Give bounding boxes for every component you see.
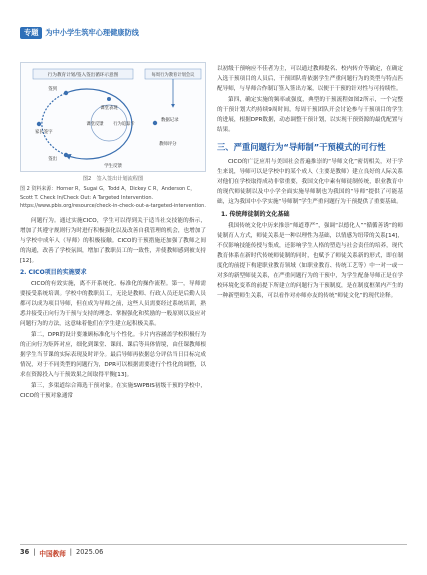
issue-number: 2025.06 xyxy=(76,548,104,556)
left-paragraph-2: CICO的有效实施，离不开系统化、标准化的操作流程。第一，导师需要接受系统培训。学校中的教职员工，无论是教师、行政人员还是后勤人员都可以成为项目导师，但在成为导师之前，这些人员需要经过系统培训，熟悉并接受正向行为干预与支持的理念、掌握强化和奖励的一般原则以及应对问题行为的方法，这意味着他们在学生建立起积极关系。 xyxy=(20,280,206,327)
figure-source-note: 图 2 资料来源：Horner R，Sugai G，Todd A，Dickey C R，Anderson C，Scott T. Check In/Check Out: A Targeted Intervention. https://www.pbis.org/resource/check-in-check-out-a-targeted-intervention. xyxy=(20,186,206,209)
label-center-left: 课堂反馈 xyxy=(86,122,104,127)
right-paragraph-2: 第四，确定实施的频率或强度，典型的干预流程如图2所示，一个完整的干预计划大约持续9周时间，每周干预团队开会讨论参与干预项目的学生的进展，根据DPR数据，动态调整干预计划，以实现干预资源的最优配置与结果。 xyxy=(217,97,403,133)
node-checkout xyxy=(64,153,68,157)
left-paragraph-4: 第三，多渠道综合筛选干预对象。在实施SWPBIS初级干预的学校中，CICO的干预对象通常 xyxy=(20,382,206,399)
label-left: 家长签字 xyxy=(35,130,53,135)
journal-name: 中国教师 xyxy=(39,550,66,558)
page-number: 36 xyxy=(20,548,30,556)
right-paragraph-4: 我国传统文化中历来推崇“师道尊严”，强调“以德化人”“循循善诱”的师徒制育人方式，师徒关系是一种以理性为基础，以情感为纽带的关系[14]，不仅影响技能传授与集成，还影响学生人格的塑造与社会责任的培养，现代教育体系在新时代传统师徒制的同时，也赋予了师徒关系新的形式，即在制度化的前提下构建职业教育领域（如职业教育、传统工艺等）中一对一或一对多的新型师徒关系，在严重问题行为的干预中，为学生配备导师正是在学校环境化变革的前提下所建立的问题行为干预制度，是在制度框架内产生的一种新型师生关系，可以看作对亦师亦友的传统“师徒文化”的现代诠释。 xyxy=(217,223,403,299)
label-bottom-left: 签出 xyxy=(48,157,57,162)
label-top-right: 每周行为教育计划会议 xyxy=(151,73,195,79)
node-class xyxy=(107,97,111,101)
footer-sep-2: | xyxy=(69,548,73,556)
right-paragraph-3: CICO的广泛应用与美国社会普遍推崇的“导师文化”密切相关，对于学生来说，导师可以是学校中的某个成人（主要是教师）建立良好的人际关系对他们在学校取得成功非常重要，我国文化中素有师徒制传统，职业教育中的现代师徒制以及中小学全面实施导师制也为我国的“导师”提供了可能基础，这为我国中小学实施“导师制”学生严重问题行为干预提供了重要基础。 xyxy=(217,159,403,205)
label-center-top: 课堂表现 xyxy=(100,106,118,111)
right-column xyxy=(217,64,403,302)
left-subheading: 2. CICO项目的实施要求 xyxy=(20,268,87,276)
label-right: 数据记录 xyxy=(161,118,179,123)
subsection-heading: 1. 传统师徒制的文化基础 xyxy=(221,211,290,218)
footer-sep: | xyxy=(33,548,36,556)
node-parent xyxy=(37,122,41,126)
label-bottom: 学生反馈 xyxy=(104,164,122,169)
cycle-arc-back xyxy=(42,93,66,155)
page-header xyxy=(20,26,139,40)
label-top: 行为教育计划/签入签出循环示意图 xyxy=(47,73,119,79)
right-paragraph-1: 以初级干预响应不佳者为主，可以通过教师提名、校内转介等确定，在确定入选干预项目的人员后，干预团队将依据学生严重问题行为的类型与特点匹配导师，与导师合作制订签入签出方案，以便于干预的针对性与可持续性。 xyxy=(217,66,403,92)
footer-rule xyxy=(20,544,407,545)
label-right-bottom: 教师评分 xyxy=(159,142,177,147)
flowchart-diagram xyxy=(21,63,207,173)
page-footer xyxy=(20,548,103,558)
section-tag: 专题 xyxy=(20,27,42,39)
node-checkin xyxy=(64,91,68,95)
header-title: 为中小学生筑牢心理健康防线 xyxy=(45,28,139,37)
section-heading: 三、严重问题行为“导师制”干预模式的可行性 xyxy=(217,142,386,152)
label-center-right: 行为追踪卡 xyxy=(113,122,135,127)
node-data xyxy=(153,121,157,125)
figure-caption: 图2 签入签出计划流程图 xyxy=(82,176,144,182)
left-paragraph-1: 问题行为。通过实施CICO，学生可以得到关于适当社交技能的指示，增加了其遵守规则行为时进行积极强化以及改善自我管理的机会，也增加了与学校中成年人（导师）的积极接触。CICO的干预措施还加强了教师之间的沟通，改善了学校氛围，增加了教职员工的一致性，并使教师感到被支持[12]。 xyxy=(20,217,206,264)
flowchart-figure xyxy=(20,62,206,172)
label-left-top: 签到 xyxy=(48,87,57,92)
left-column xyxy=(20,62,206,402)
left-paragraph-3: 第二，DPR的设计要兼顾标准化与个性化。卡片内容涵盖学校积极行为的正向行为矩阵对应，细化到课堂、课间、课后等具体情境，由任课教师根据学生当节课的实际表现及时评分。最后导师再依据总分评估当日目标完成情况，对于不同类型的问题行为，DPR可以根据需要进行个性化的调整，以求在资源投入与干预效果之间取得平衡[13]。 xyxy=(20,331,206,378)
